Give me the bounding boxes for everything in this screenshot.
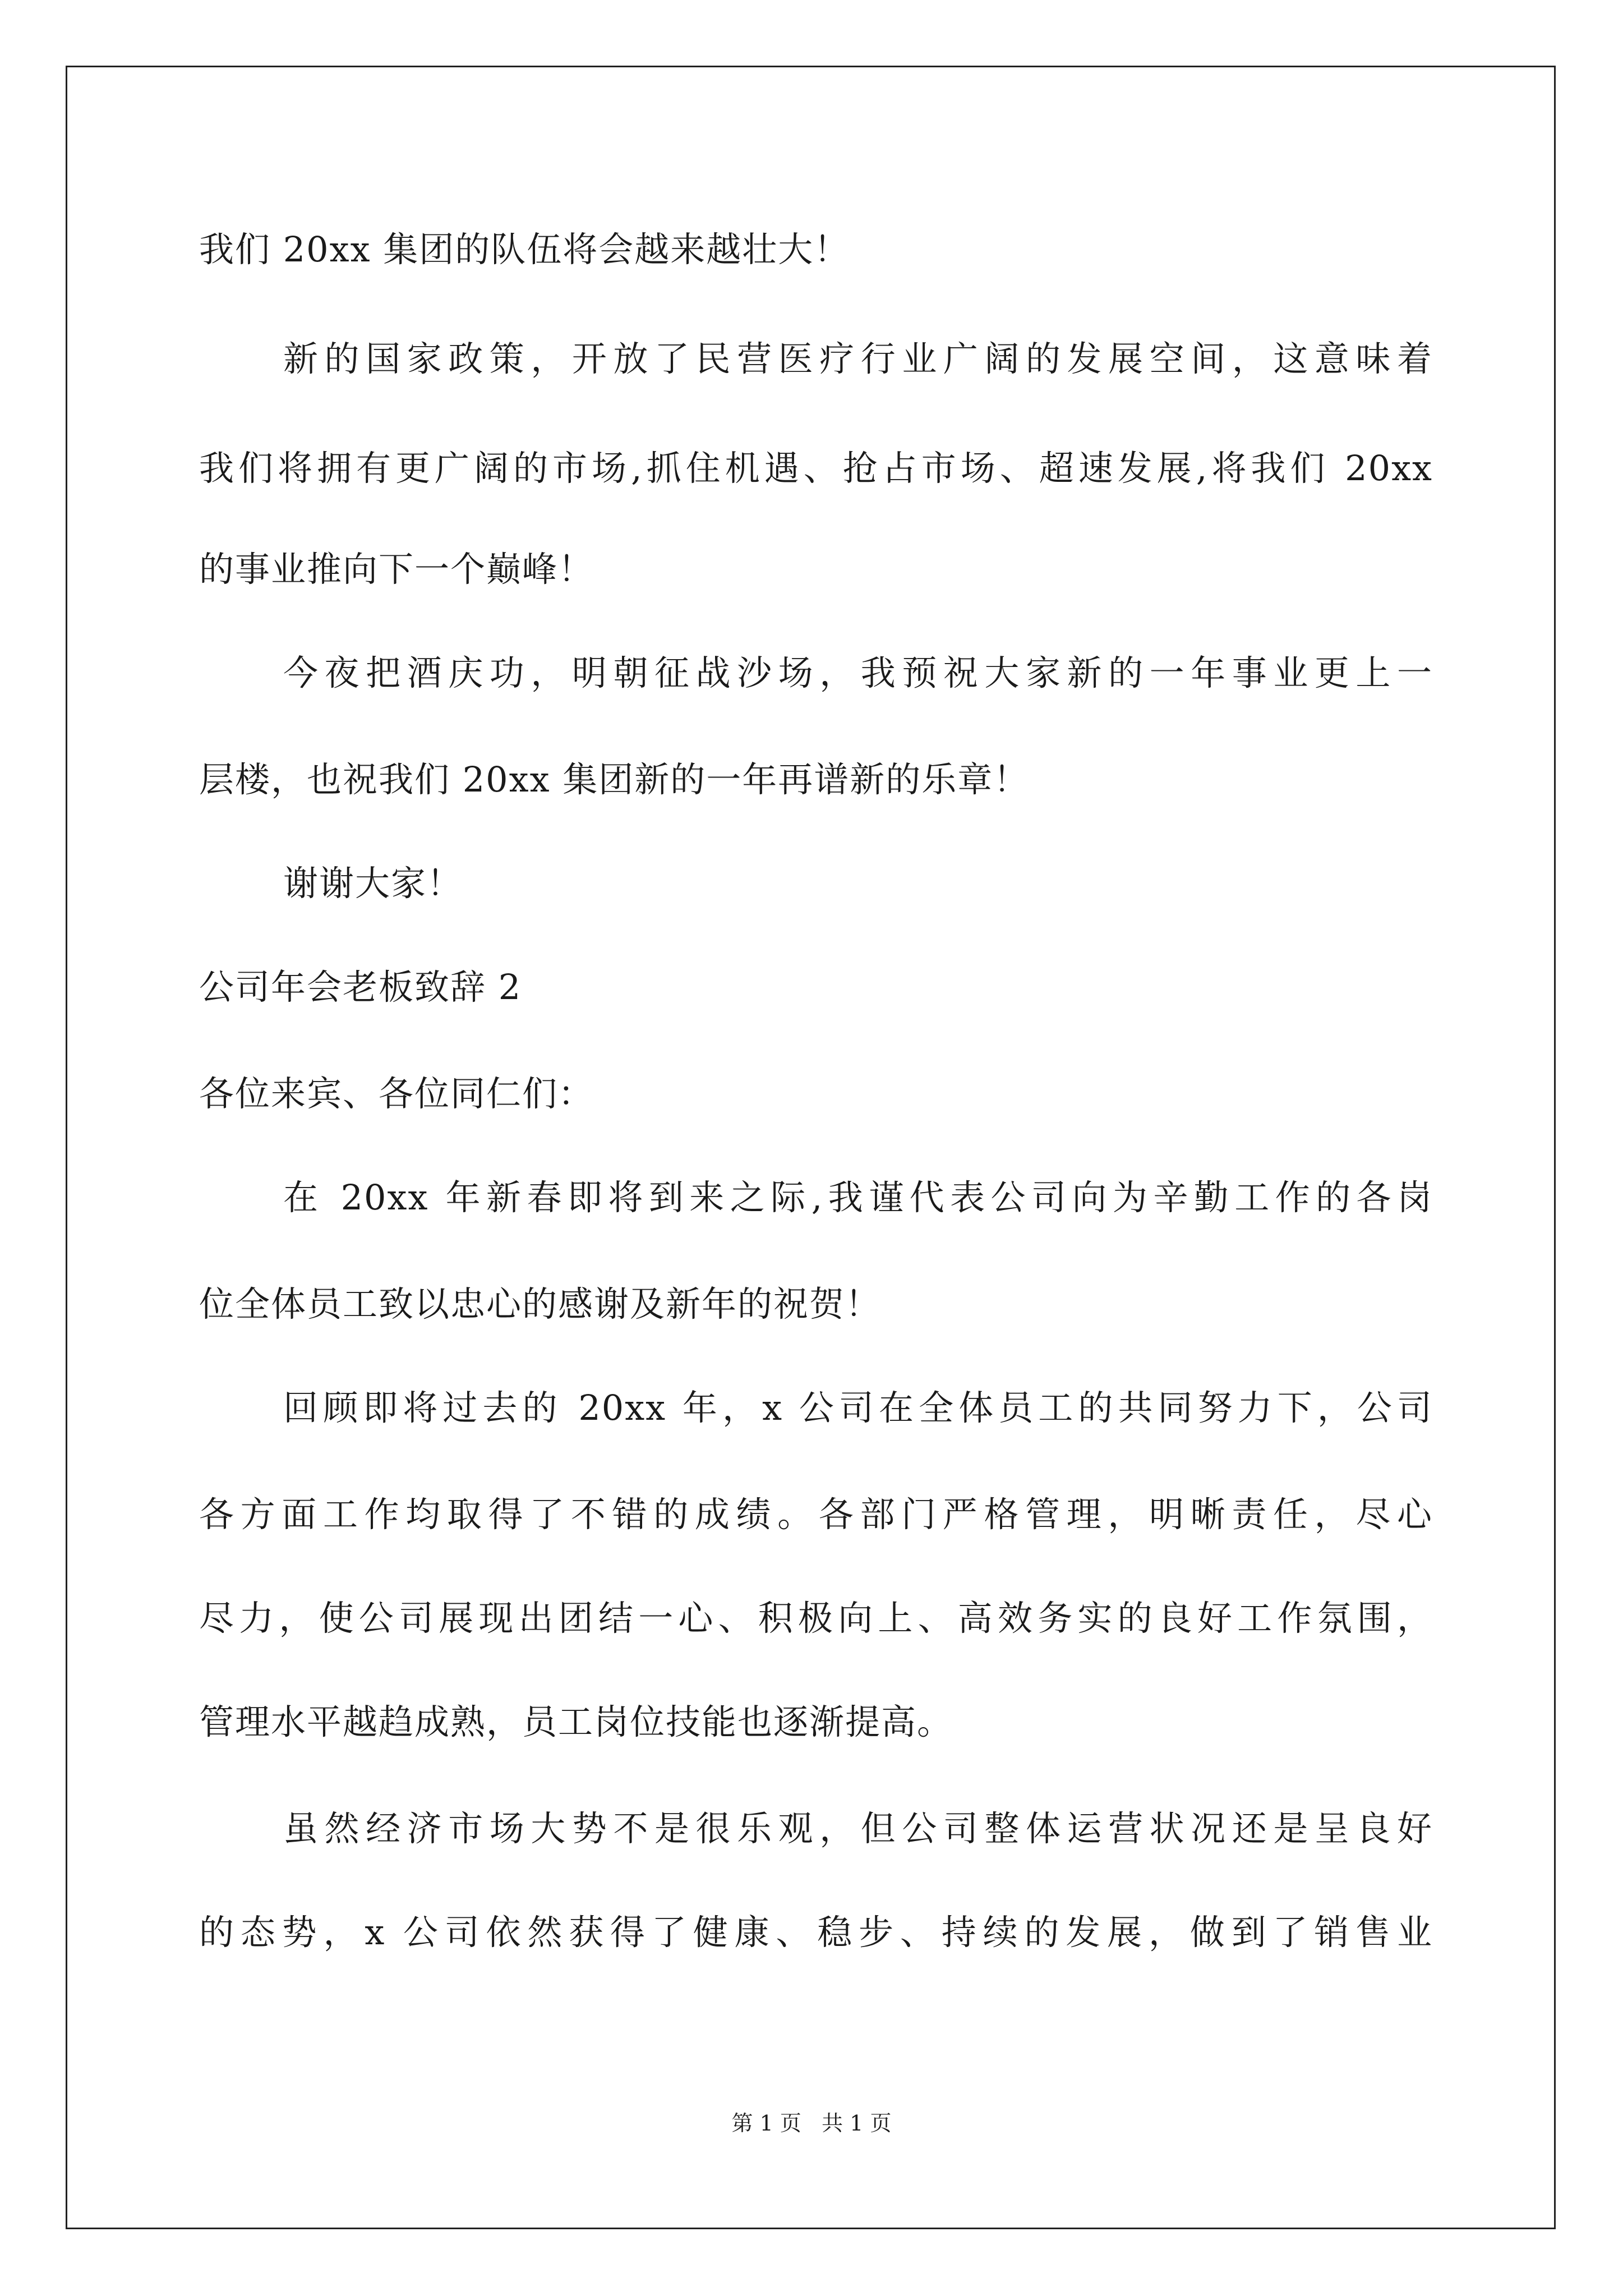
body-text-line: 新的国家政策，开放了民营医疗行业广阔的发展空间，这意味着 [283,338,1433,379]
body-text-line: 的态势，x 公司依然获得了健康、稳步、持续的发展，做到了销售业 [199,1912,1433,1953]
body-text-line: 我们 20xx 集团的队伍将会越来越壮大！ [199,229,850,270]
body-text-line: 在 20xx 年新春即将到来之际,我谨代表公司向为辛勤工作的各岗 [283,1177,1433,1218]
body-text-line: 位全体员工致以忠心的感谢及新年的祝贺！ [199,1283,882,1324]
body-text-line: 管理水平越趋成熟，员工岗位技能也逐渐提高。 [199,1701,953,1742]
body-text-line: 层楼，也祝我们 20xx 集团新的一年再谱新的乐章！ [199,759,1030,800]
body-text-line: 虽然经济市场大势不是很乐观，但公司整体运营状况还是呈良好 [283,1808,1433,1849]
body-text-line: 尽力，使公司展现出团结一心、积极向上、高效务实的良好工作氛围， [199,1598,1433,1639]
page-border [66,66,1556,2229]
body-text-line: 各方面工作均取得了不错的成绩。各部门严格管理，明晰责任，尽心 [199,1494,1433,1535]
body-text-line: 谢谢大家！ [283,863,463,904]
section-heading: 公司年会老板致辞 2 [199,967,522,1007]
body-text-line: 我们将拥有更广阔的市场,抓住机遇、抢占市场、超速发展,将我们 20xx [199,448,1433,489]
body-text-line: 今夜把酒庆功，明朝征战沙场，我预祝大家新的一年事业更上一 [283,652,1433,693]
body-text-line: 的事业推向下一个巅峰！ [199,549,594,590]
page-footer: 第 1 页 共 1 页 [731,2111,892,2136]
body-text-line: 回顾即将过去的 20xx 年，x 公司在全体员工的共同努力下，公司 [283,1387,1433,1428]
salutation: 各位来宾、各位同仁们： [199,1073,594,1114]
